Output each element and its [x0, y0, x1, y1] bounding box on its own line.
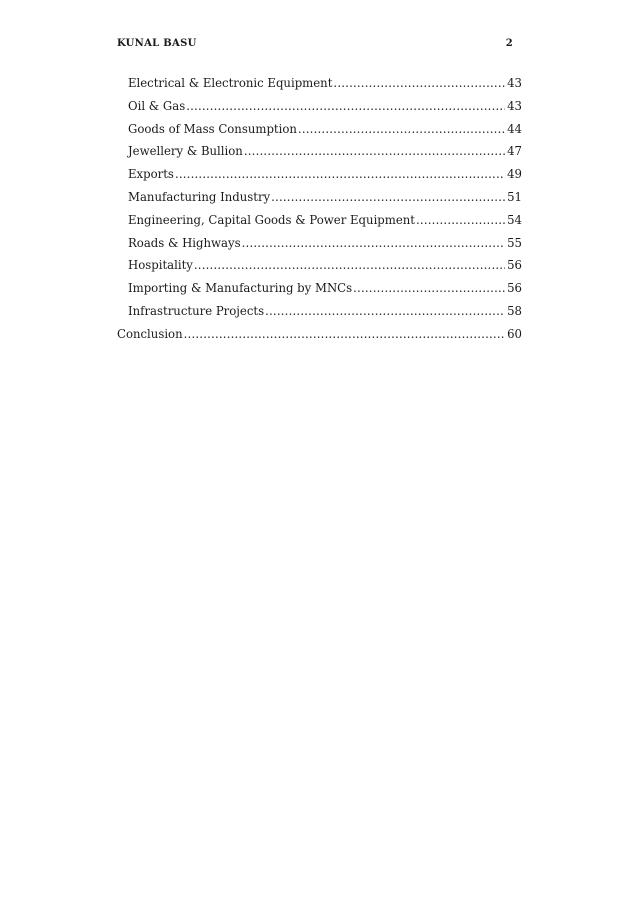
header-page-number: 2: [505, 38, 513, 49]
toc-entry-engineering-capital-goods-power-equipment[interactable]: [117, 212, 522, 235]
toc-dot-leader: [194, 257, 505, 273]
toc-entry-page: 55: [507, 235, 522, 250]
toc-entry-page: 51: [507, 189, 522, 204]
toc-entry-page: 56: [507, 258, 522, 273]
toc-dot-leader: [186, 98, 505, 114]
toc-entry-page: 47: [507, 144, 522, 159]
toc-entry-page: 44: [507, 121, 522, 136]
toc-entry-title: Importing & Manufacturing by MNCs: [128, 281, 353, 296]
toc-entry-title: Roads & Highways: [128, 235, 241, 250]
toc-entry-importing-manufacturing-by-mncs[interactable]: [117, 280, 522, 303]
toc-entry-title: Goods of Mass Consumption: [128, 121, 297, 136]
table-of-contents: [117, 75, 522, 349]
toc-entry-hospitality[interactable]: [117, 257, 522, 280]
toc-entry-infrastructure-projects[interactable]: [117, 303, 522, 326]
toc-entry-manufacturing-industry[interactable]: [117, 189, 522, 212]
toc-entry-title: Manufacturing Industry: [128, 189, 271, 204]
toc-dot-leader: [416, 212, 505, 228]
toc-entry-page: 49: [507, 167, 522, 182]
toc-entry-title: Oil & Gas: [128, 98, 186, 113]
toc-entry-title: Conclusion: [117, 326, 183, 341]
toc-entry-title: Engineering, Capital Goods & Power Equipment: [128, 212, 416, 227]
toc-entry-title: Electrical & Electronic Equipment: [128, 76, 333, 90]
toc-dot-leader: [271, 189, 505, 205]
toc-entry-page: 54: [507, 212, 522, 227]
toc-entry-conclusion[interactable]: [117, 326, 522, 349]
toc-entry-jewellery-bullion[interactable]: [117, 143, 522, 166]
toc-entry-page: 43: [507, 98, 522, 113]
toc-entry-page: 58: [507, 303, 522, 318]
running-header: [117, 38, 513, 54]
toc-entry-electrical-electronic-equipment[interactable]: [117, 75, 522, 98]
toc-entry-title: Infrastructure Projects: [128, 303, 265, 318]
toc-dot-leader: [353, 280, 505, 296]
toc-entry-oil-gas[interactable]: [117, 98, 522, 121]
toc-entry-title: Exports: [128, 167, 174, 182]
toc-dot-leader: [244, 143, 505, 159]
toc-dot-leader: [184, 326, 506, 342]
toc-entry-page: 43: [507, 76, 522, 90]
toc-dot-leader: [333, 75, 505, 91]
toc-entry-exports[interactable]: [117, 166, 522, 189]
toc-entry-title: Jewellery & Bullion: [128, 144, 243, 159]
toc-entry-page: 60: [507, 326, 522, 341]
toc-entry-page: 56: [507, 281, 522, 296]
toc-entry-goods-of-mass-consumption[interactable]: [117, 121, 522, 144]
toc-entry-title: Hospitality: [128, 258, 193, 273]
header-author: KUNAL BASU: [117, 38, 197, 49]
toc-entry-roads-highways[interactable]: [117, 235, 522, 258]
toc-dot-leader: [175, 166, 505, 182]
toc-dot-leader: [242, 235, 505, 251]
toc-dot-leader: [265, 303, 505, 319]
toc-dot-leader: [298, 121, 505, 137]
